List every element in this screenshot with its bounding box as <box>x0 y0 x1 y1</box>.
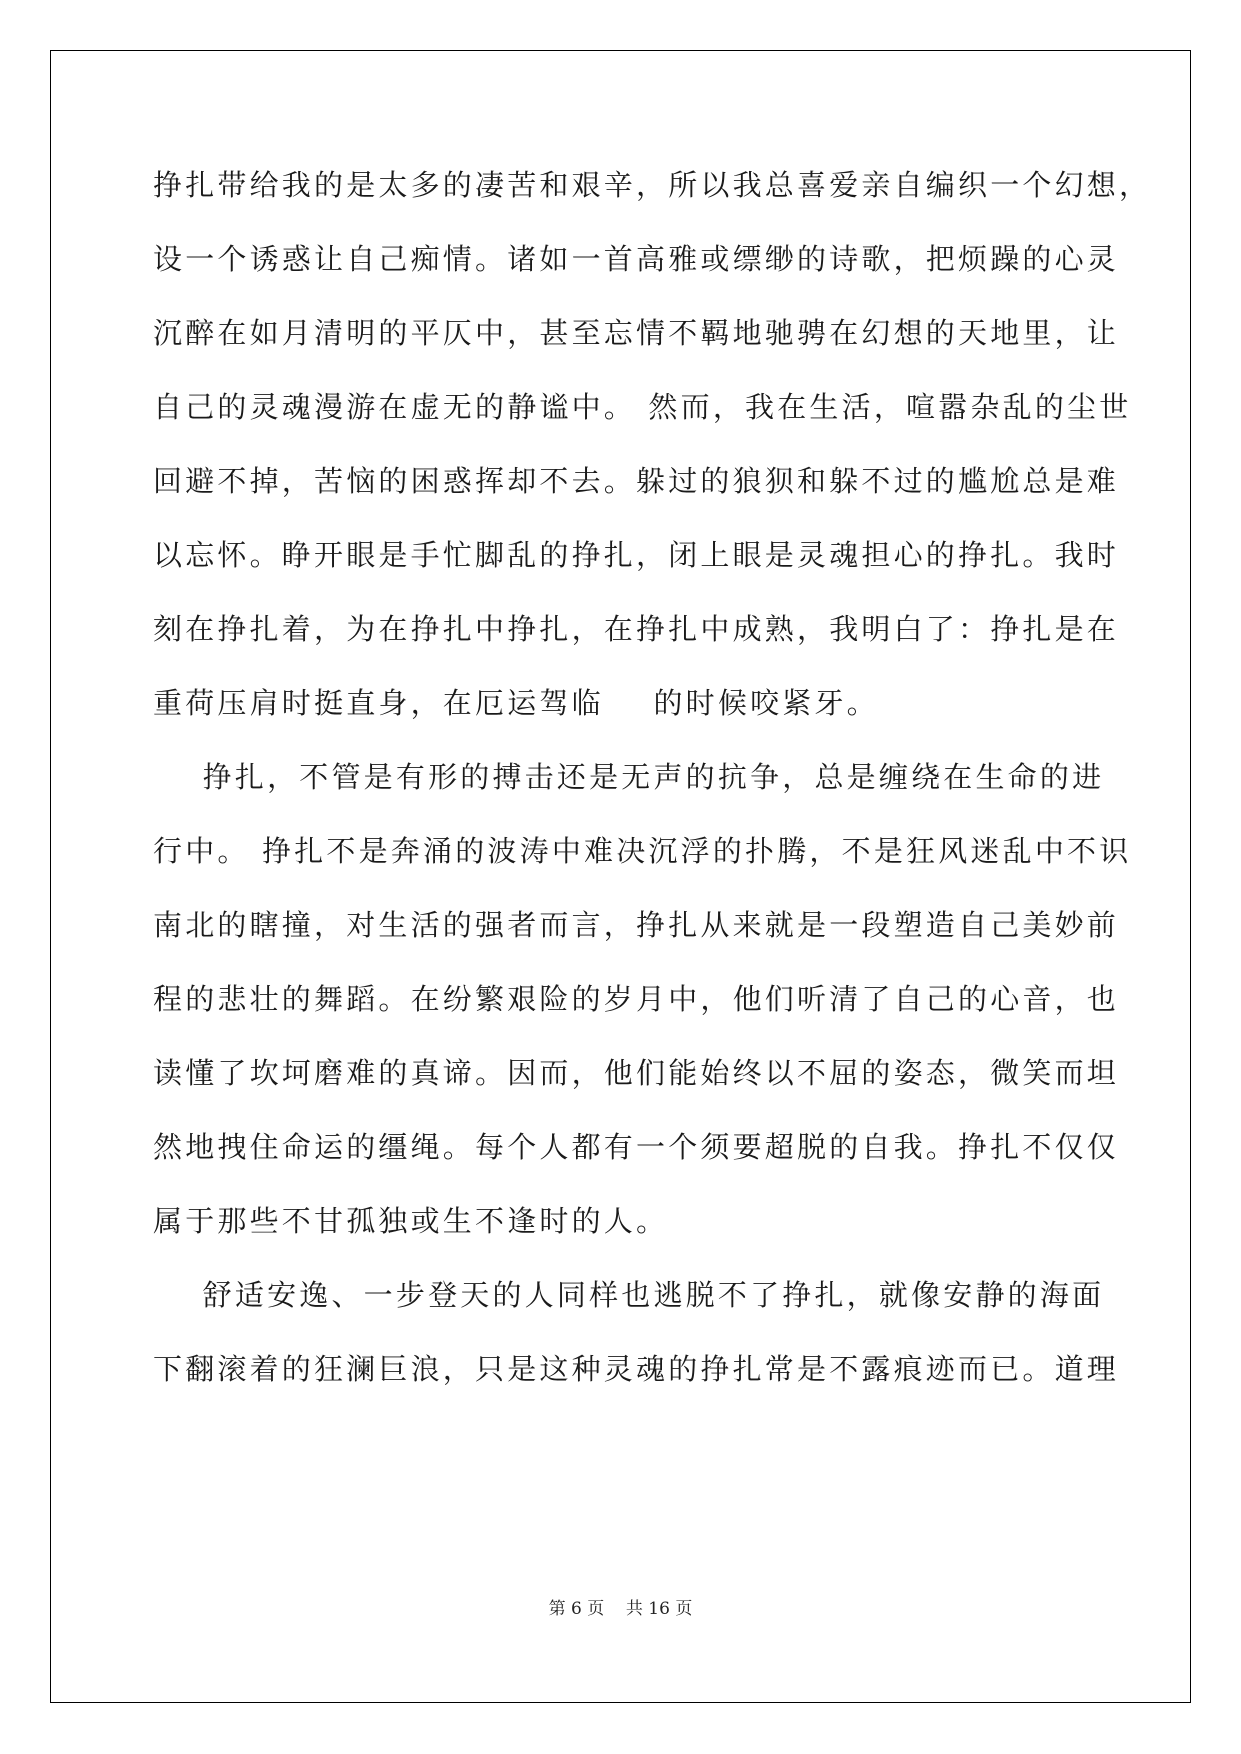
text-line: 沉醉在如月清明的平仄中，甚至忘情不羁地驰骋在幻想的天地里，让 <box>153 316 1120 350</box>
text-line: 以忘怀。睁开眼是手忙脚乱的挣扎，闭上眼是灵魂担心的挣扎。我时 <box>153 538 1120 572</box>
text-line: 舒适安逸、一步登天的人同样也逃脱不了挣扎，就像安静的海面 <box>153 1278 1105 1312</box>
text-line: 挣扎带给我的是太多的凄苦和艰辛，所以我总喜爱亲自编织一个幻想， <box>153 168 1152 202</box>
text-line: 回避不掉，苦恼的困惑挥却不去。躲过的狼狈和躲不过的尴尬总是难 <box>153 464 1120 498</box>
text-line: 然地拽住命运的缰绳。每个人都有一个须要超脱的自我。挣扎不仅仅 <box>153 1130 1120 1164</box>
text-line: 设一个诱惑让自己痴情。诸如一首高雅或缥缈的诗歌，把烦躁的心灵 <box>153 242 1120 276</box>
text-line: 重荷压肩时挺直身，在厄运驾临 的时候咬紧牙。 <box>153 686 879 720</box>
page-border <box>50 50 1191 1703</box>
text-line: 行中。 挣扎不是奔涌的波涛中难决沉浮的扑腾，不是狂风迷乱中不识 <box>153 834 1132 868</box>
text-line: 南北的瞎撞，对生活的强者而言，挣扎从来就是一段塑造自己美妙前 <box>153 908 1120 942</box>
text-line: 挣扎，不管是有形的搏击还是无声的抗争，总是缠绕在生命的进 <box>153 760 1105 794</box>
text-line: 属于那些不甘孤独或生不逢时的人。 <box>153 1204 669 1238</box>
text-line: 下翻滚着的狂澜巨浪，只是这种灵魂的挣扎常是不露痕迹而已。道理 <box>153 1352 1120 1386</box>
text-line: 程的悲壮的舞蹈。在纷繁艰险的岁月中，他们听清了自己的心音，也 <box>153 982 1120 1016</box>
text-line: 读懂了坎坷磨难的真谛。因而，他们能始终以不屈的姿态，微笑而坦 <box>153 1056 1120 1090</box>
text-line: 自己的灵魂漫游在虚无的静谧中。 然而，我在生活，喧嚣杂乱的尘世 <box>153 390 1132 424</box>
text-line: 刻在挣扎着，为在挣扎中挣扎，在挣扎中成熟，我明白了：挣扎是在 <box>153 612 1120 646</box>
page-number-footer: 第 6 页 共 16 页 <box>548 1599 693 1619</box>
